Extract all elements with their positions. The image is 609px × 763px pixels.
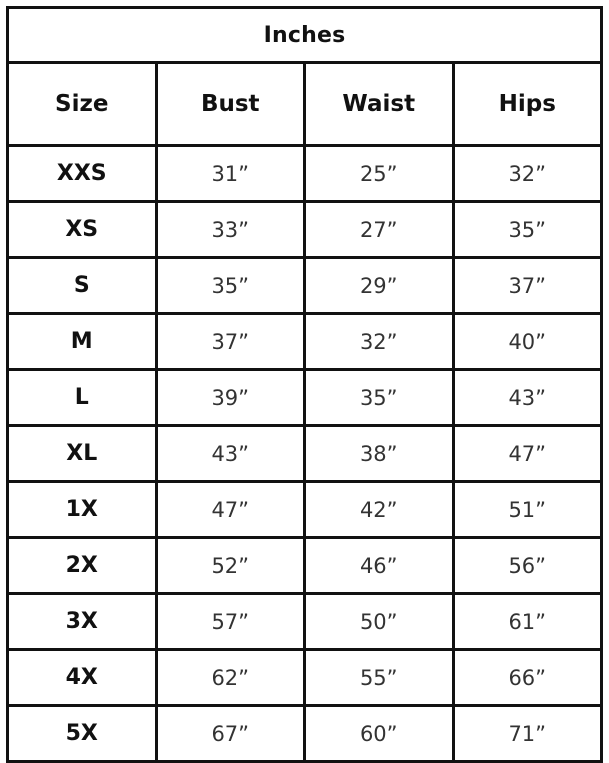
table-row: [8, 706, 602, 762]
cell-hips: 37”: [453, 258, 602, 314]
table-row: [8, 594, 602, 650]
size-chart-table: [6, 6, 603, 763]
cell-bust: 62”: [156, 650, 305, 706]
cell-bust: 57”: [156, 594, 305, 650]
cell-size: S: [8, 258, 157, 314]
cell-hips: 35”: [453, 202, 602, 258]
cell-waist: 32”: [305, 314, 454, 370]
cell-bust: 52”: [156, 538, 305, 594]
table-row: [8, 538, 602, 594]
table-row: [8, 370, 602, 426]
cell-waist: 29”: [305, 258, 454, 314]
table-title-row: [8, 8, 602, 63]
table-row: [8, 426, 602, 482]
table-row: [8, 650, 602, 706]
cell-size: 1X: [8, 482, 157, 538]
cell-bust: 35”: [156, 258, 305, 314]
cell-size: 4X: [8, 650, 157, 706]
table-row: [8, 258, 602, 314]
cell-size: XXS: [8, 146, 157, 202]
cell-bust: 31”: [156, 146, 305, 202]
cell-bust: 47”: [156, 482, 305, 538]
cell-waist: 38”: [305, 426, 454, 482]
table-row: [8, 202, 602, 258]
cell-bust: 33”: [156, 202, 305, 258]
cell-size: XL: [8, 426, 157, 482]
cell-hips: 47”: [453, 426, 602, 482]
column-header-bust: Bust: [156, 63, 305, 146]
cell-waist: 27”: [305, 202, 454, 258]
cell-waist: 50”: [305, 594, 454, 650]
cell-bust: 67”: [156, 706, 305, 762]
cell-bust: 39”: [156, 370, 305, 426]
cell-hips: 32”: [453, 146, 602, 202]
cell-bust: 37”: [156, 314, 305, 370]
table-header-row: [8, 63, 602, 146]
cell-size: 3X: [8, 594, 157, 650]
table-row: [8, 314, 602, 370]
cell-hips: 61”: [453, 594, 602, 650]
cell-size: 5X: [8, 706, 157, 762]
cell-hips: 71”: [453, 706, 602, 762]
column-header-size: Size: [8, 63, 157, 146]
cell-waist: 42”: [305, 482, 454, 538]
cell-hips: 40”: [453, 314, 602, 370]
cell-waist: 35”: [305, 370, 454, 426]
cell-size: M: [8, 314, 157, 370]
cell-waist: 46”: [305, 538, 454, 594]
cell-waist: 60”: [305, 706, 454, 762]
cell-waist: 55”: [305, 650, 454, 706]
column-header-waist: Waist: [305, 63, 454, 146]
cell-hips: 66”: [453, 650, 602, 706]
table-row: [8, 146, 602, 202]
table-row: [8, 482, 602, 538]
cell-size: L: [8, 370, 157, 426]
chart-title: Inches: [8, 8, 602, 63]
cell-hips: 43”: [453, 370, 602, 426]
cell-hips: 51”: [453, 482, 602, 538]
cell-waist: 25”: [305, 146, 454, 202]
cell-size: 2X: [8, 538, 157, 594]
cell-size: XS: [8, 202, 157, 258]
column-header-hips: Hips: [453, 63, 602, 146]
cell-bust: 43”: [156, 426, 305, 482]
cell-hips: 56”: [453, 538, 602, 594]
